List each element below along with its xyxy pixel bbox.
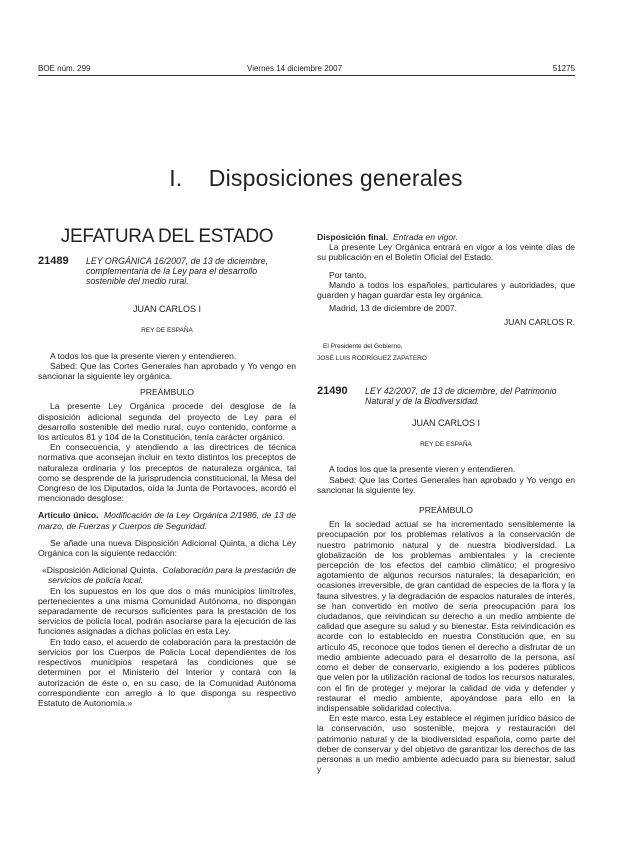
preamble-heading: PREÁMBULO	[419, 505, 473, 516]
body-paragraph: Mando a todos los españoles, particulares y autoridades, que guarden y hagan guardar esta ley orgánica.	[317, 279, 575, 301]
king-title: REY DE ESPAÑA	[420, 441, 472, 449]
header-page-number: 51275	[552, 64, 575, 73]
law-number: 21489	[38, 255, 69, 268]
body-paragraph: En este marco, esta Ley establece el régimen jurídico básico de la conservación, uso sostenible, mejora y restauración del patrimonio natural y de la biodiversidad española, como parte del deber de conservar y del objetivo de garantizar los derechos de las personas a un medio ambiente adecuado para su bienestar, salud y	[317, 713, 575, 775]
president-title: El Presidente del Gobierno,	[323, 342, 403, 350]
law-heading	[38, 256, 296, 286]
law-number: 21490	[317, 385, 348, 398]
president-name: JOSÉ LUIS RODRÍGUEZ ZAPATERO	[317, 354, 427, 362]
left-column	[38, 226, 296, 708]
body-paragraph: La presente Ley Orgánica entrará en vigor a los veinte días de su publicación en el Boletín Oficial del Estado.	[317, 242, 575, 263]
intro-paragraph: A todos los que la presente vieren y entendieren.	[50, 350, 237, 361]
body-paragraph: Se añade una nueva Disposición Adicional Quinta, a dicha Ley Orgánica con la siguiente redacción:	[38, 537, 296, 559]
final-provision-label: Disposición final.	[317, 232, 389, 242]
intro-paragraph: A todos los que la presente vieren y entendieren.	[329, 464, 516, 475]
quoted-provision-title: Colaboración para la prestación de servicios de policía local.	[48, 565, 296, 586]
quoted-provision-label: «Disposición Adicional Quinta.	[42, 565, 158, 576]
body-paragraph: Por tanto,	[329, 269, 367, 280]
section-title: I. Disposiciones generales	[169, 165, 463, 191]
article-label: Artículo único.	[38, 510, 99, 521]
intro-paragraph: Sabed: Que las Cortes Generales han aprobado y Yo vengo en sancionar la siguiente ley.	[317, 474, 575, 495]
quoted-paragraph: En los supuestos en los que dos o más municipios limítrofes, pertenecientes a una misma Comunidad Autónoma, no dispongan separadamente de recursos suficientes para la prestación de los servicios de policía local, podrán asociarse para la ejecución de las funciones asignadas a dichas policías en esta Ley.	[38, 585, 296, 637]
final-provision-heading	[317, 232, 575, 242]
header-rule	[38, 75, 575, 76]
law-title: LEY ORGÁNICA 16/2007, de 13 de diciembre, complementaria de la Ley para el desarrollo sostenible del medio rural.	[86, 256, 268, 287]
right-column	[317, 232, 575, 774]
article-heading	[38, 510, 296, 530]
quoted-provision-heading	[38, 565, 296, 585]
header-date: Viernes 14 diciembre 2007	[247, 64, 343, 73]
king-signature: JUAN CARLOS R.	[503, 317, 575, 328]
final-provision-title: Entrada en vigor.	[392, 232, 459, 242]
king-title: REY DE ESPAÑA	[141, 327, 193, 335]
preamble-heading: PREÁMBULO	[140, 387, 194, 398]
intro-paragraph: Sabed: Que las Cortes Generales han aprobado y Yo vengo en sancionar la siguiente ley orgánica.	[38, 360, 296, 382]
body-paragraph: En la sociedad actual se ha incrementado sensiblemente la preocupación por los problemas relativos a la conservación de nuestro patrimonio natural y de nuestra biodiversidad. La globalización de los problemas ambientales y la creciente percepción de los efectos del cambio climático; el progresivo agotamiento de algunos recursos naturales; la desaparición, en ocasiones irreversible, de gran cantidad de especies de la flora y la fauna silvestres, y la degradación de espacios naturales de interés, se han convertido en motivo de seria preocupación para los ciudadanos, que reivindican su derecho a un medio ambiente de calidad que asegure su salud y su bienestar. Esta reivindicación es acorde con lo establecido en nuestra Constitución que, en su artículo 45, reconoce que todos tienen el derecho a disfrutar de un medio ambiente adecuado para el desarrollo de la persona, así como el deber de conservarlo, exigiendo a los poderes públicos que velen por la utilización racional de todos los recursos naturales, con el fin de proteger y mejorar la calidad de vida y defender y restaurar el medio ambiente, apoyándose para ello en la indispensable solidaridad colectiva.	[317, 519, 575, 713]
law-heading	[317, 386, 575, 406]
department-title: JEFATURA DEL ESTADO	[60, 226, 274, 247]
date-line: Madrid, 13 de diciembre de 2007.	[329, 303, 458, 314]
article-title: Modificación de la Ley Orgánica 2/1986, de 13 de marzo, de Fuerzas y Cuerpos de Seguridad.	[38, 510, 296, 531]
king-name: JUAN CARLOS I	[411, 418, 480, 429]
body-paragraph: En consecuencia, y atendiendo a las directrices de técnica normativa que aconsejan incluir en texto distintos los preceptos de naturaleza ordinaria y los preceptos de naturaleza orgánica, tal como se desprende de la jurisprudencia constitucional, la Mesa del Congreso de los Diputados, oída la Junta de Portavoces, acordó el mencionado desglose:	[38, 442, 296, 504]
quoted-paragraph: En todo caso, el acuerdo de colaboración para la prestación de servicios por los Cuerpos de Policía Local dependientes de los respectivos municipios respetará las condiciones que se determinen por el Ministerio del Interior y contará con la autorización de éste o, en su caso, de la Comunidad Autónoma correspondiente con arreglo a lo que disponga su respectivo Estatuto de Autonomía.»	[38, 636, 296, 708]
law-title: LEY 42/2007, de 13 de diciembre, del Patrimonio Natural y de la Biodiversidad.	[365, 386, 557, 407]
body-paragraph: La presente Ley Orgánica procede del desglose de la disposición adicional segunda del proyecto de Ley para el desarrollo sostenible del medio rural, cuyo contenido, conforme a los artículos 81 y 104 de la Constitución, tenía carácter orgánico.	[38, 401, 296, 443]
king-name: JUAN CARLOS I	[132, 304, 201, 315]
header-issue: BOE núm. 299	[38, 64, 91, 73]
